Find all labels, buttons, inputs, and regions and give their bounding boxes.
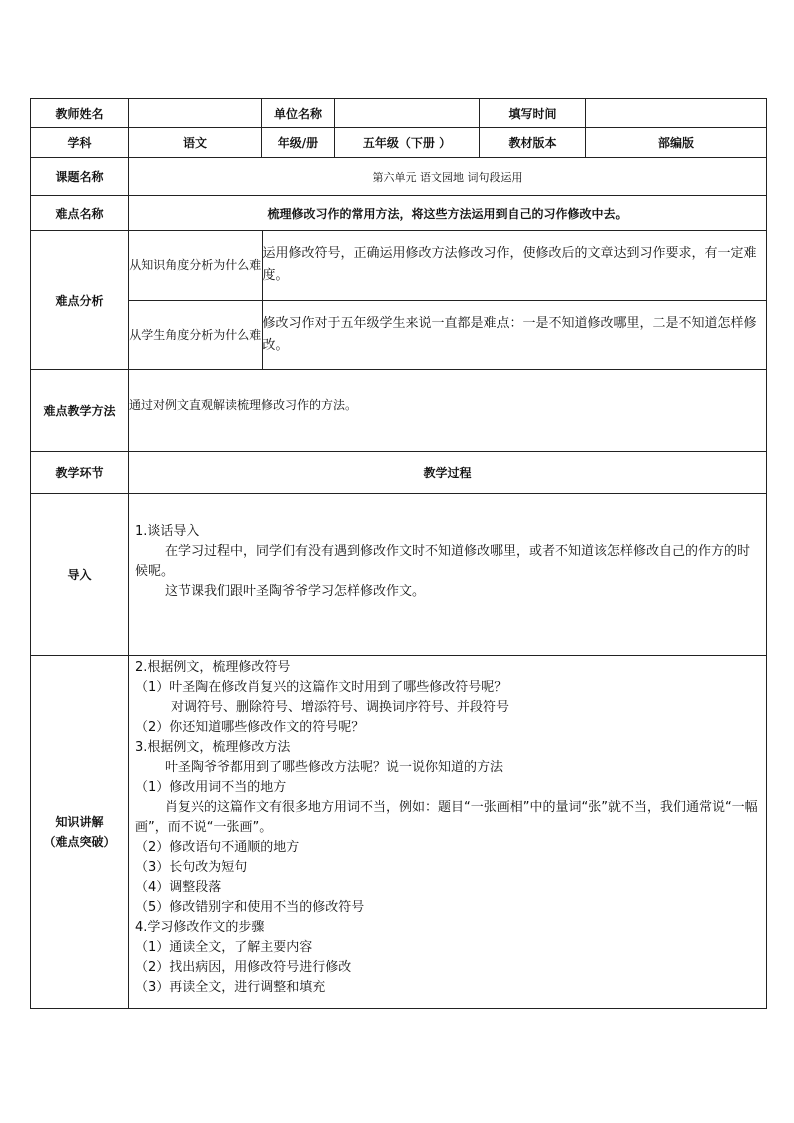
method-value: 通过对例文直观解读梳理修改习作的方法。 (129, 370, 767, 452)
knowledge-line: 2.根据例文，梳理修改符号 (135, 660, 291, 675)
student-angle-label: 从学生角度分析为什么难 (129, 300, 262, 369)
lesson-row (31, 158, 767, 196)
knowledge-line: （4）调整段落 (135, 880, 222, 895)
knowledge-line: （1）修改用词不当的地方 (135, 780, 287, 795)
difficulty-row (31, 196, 767, 231)
method-row (31, 370, 767, 452)
intro-content (129, 494, 767, 656)
subject-value: 语文 (129, 128, 262, 158)
knowledge-angle-text: 运用修改符号，正确运用修改方法修改习作，使修改后的文章达到习作要求，有一定难度。 (262, 231, 766, 300)
method-label: 难点教学方法 (31, 370, 129, 452)
intro-line-3: 这节课我们跟叶圣陶爷爷学习怎样修改作文。 (165, 584, 426, 599)
knowledge-line: （3）再读全文，进行调整和填充 (135, 980, 326, 995)
lesson-label: 课题名称 (31, 158, 129, 196)
analysis-label: 难点分析 (31, 231, 129, 370)
analysis-row (31, 231, 767, 370)
difficulty-value: 梳理修改习作的常用方法，将这些方法运用到自己的习作修改中去。 (129, 196, 767, 231)
grade-value: 五年级（下册 ） (335, 128, 480, 158)
knowledge-content (129, 656, 767, 1009)
knowledge-label: 知识讲解 (55, 815, 104, 829)
analysis-inner-table (129, 231, 766, 369)
knowledge-line: 4.学习修改作文的步骤 (135, 920, 265, 935)
edition-label: 教材版本 (480, 128, 586, 158)
lesson-plan-table (30, 98, 767, 1009)
fill-time-label: 填写时间 (480, 99, 586, 128)
difficulty-label: 难点名称 (31, 196, 129, 231)
intro-label: 导入 (31, 494, 129, 656)
analysis-cell (129, 231, 767, 370)
knowledge-line: （1）通读全文，了解主要内容 (135, 940, 313, 955)
knowledge-row (31, 656, 767, 1009)
subject-row (31, 128, 767, 158)
teacher-row (31, 99, 767, 128)
knowledge-line: （2）你还知道哪些修改作文的符号呢？ (135, 720, 365, 735)
knowledge-line: 对调符号、删除符号、增添符号、调换词序符号、并段符号 (171, 700, 510, 715)
knowledge-line: 叶圣陶爷爷都用到了哪些修改方法呢？说一说你知道的方法 (165, 760, 504, 775)
process-header-row (31, 452, 767, 494)
knowledge-line: （3）长句改为短句 (135, 860, 248, 875)
knowledge-angle-label: 从知识角度分析为什么难 (129, 231, 262, 300)
knowledge-label-cell (31, 656, 129, 1009)
knowledge-line: 3.根据例文，梳理修改方法 (135, 740, 291, 755)
subject-label: 学科 (31, 128, 129, 158)
analysis-knowledge-row (129, 231, 766, 300)
teacher-name-label: 教师姓名 (31, 99, 129, 128)
student-angle-text: 修改习作对于五年级学生来说一直都是难点：一是不知道修改哪里，二是不知道怎样修改。 (262, 315, 757, 353)
lesson-title: 第六单元 语文园地 词句段运用 (129, 158, 767, 196)
analysis-student-row (129, 300, 766, 369)
intro-line-2: 在学习过程中，同学们有没有遇到修改作文时不知道修改哪里，或者不知道该怎样修改自己的作方的时候呢。 (135, 544, 751, 579)
knowledge-line: （5）修改错别字和使用不当的修改符号 (135, 900, 365, 915)
knowledge-line: （2）修改语句不通顺的地方 (135, 840, 300, 855)
knowledge-line: 肖复兴的这篇作文有很多地方用词不当，例如：题目“一张画相”中的量词“张”就不当，我们通常说“一幅画”，而不说“一张画”。 (135, 800, 758, 835)
intro-line-1: 1.谈话导入 (135, 524, 200, 539)
unit-value (335, 99, 480, 128)
process-label: 教学过程 (129, 452, 767, 494)
grade-label: 年级/册 (262, 128, 335, 158)
knowledge-line: （2）找出病因，用修改符号进行修改 (135, 960, 352, 975)
edition-value: 部编版 (586, 128, 767, 158)
unit-label: 单位名称 (262, 99, 335, 128)
fill-time-value (586, 99, 767, 128)
stage-label: 教学环节 (31, 452, 129, 494)
teacher-name-value (129, 99, 262, 128)
knowledge-sublabel: （难点突破） (43, 835, 116, 849)
knowledge-line: （1）叶圣陶在修改肖复兴的这篇作文时用到了哪些修改符号呢？ (135, 680, 508, 695)
intro-row (31, 494, 767, 656)
